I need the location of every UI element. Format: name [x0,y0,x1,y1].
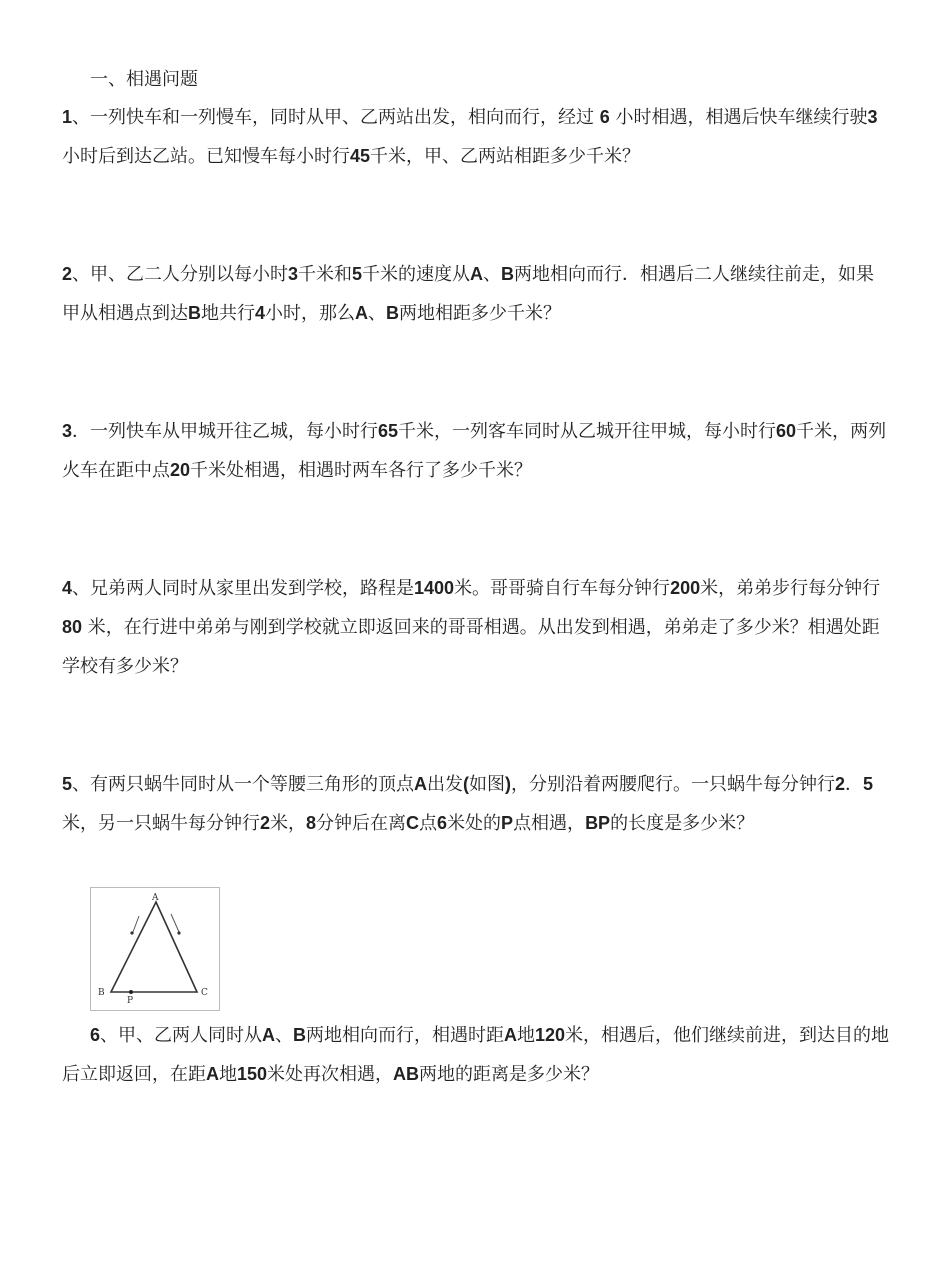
vertex-c-label: C [201,988,208,998]
problem-3: 3．一列快车从甲城开往乙城，每小时行65千米，一列客车同时从乙城开往甲城，每小时行60千米，两列火车在距中点20千米处相遇，相遇时两车各行了多少千米？ [62,421,887,481]
problem-1: 1、一列快车和一列慢车，同时从甲、乙两站出发，相向而行，经过 6 小时相遇，相遇后快车继续行驶3小时后到达乙站。已知慢车每小时行45千米，甲、乙两站相距多少千米？ [62,107,878,167]
problem-number: 1 [62,107,73,127]
bold-value: 120 [535,1025,566,1045]
problem-6: 6、甲、乙两人同时从A、B两地相向而行，相遇时距A地120米，相遇后，他们继续前进，到达目的地后立即返回，在距A地150米处再次相遇，AB两地的距离是多少米？ [62,1025,890,1085]
bold-value: B [386,303,400,323]
bold-value: 60 [776,421,797,441]
bold-value: A [206,1064,219,1084]
bold-value: 20 [170,460,191,480]
bold-value: B [293,1025,307,1045]
bold-value: P [501,813,514,833]
bold-value: 3 [867,107,878,127]
bold-value: A [414,774,428,794]
vertex-a-label: A [152,893,159,903]
bold-value: 6 [437,813,448,833]
bold-value: 6 [599,107,610,127]
point-p-marker [129,990,133,994]
bold-value: B [188,303,201,323]
bold-value: 2 [835,774,846,794]
bold-value: 5 [863,774,874,794]
triangle-diagram [91,888,219,1010]
bold-value: BP [585,813,611,833]
bold-value: 3 [288,264,299,284]
problem-number: 3 [62,421,73,441]
left-arrow-head [130,931,133,934]
left-arrow-icon [133,916,139,932]
right-arrow-head [177,931,180,934]
bold-value: 4 [255,303,266,323]
bold-value: 200 [670,578,701,598]
problem-5: 5、有两只蜗牛同时从一个等腰三角形的顶点A出发(如图)，分别沿着两腰爬行。一只蜗牛每分钟行2．5米，另一只蜗牛每分钟行2米，8分钟后在离C点6米处的P点相遇，BP的长度是多少米？ [62,774,874,834]
bold-value: B [501,264,515,284]
isosceles-triangle [111,902,197,992]
bold-value: 150 [237,1064,268,1084]
bold-value: 2 [260,813,271,833]
problem-number: 5 [62,774,73,794]
problem-2: 2、甲、乙二人分别以每小时3千米和5千米的速度从A、B两地相向而行．相遇后二人继续往前走，如果甲从相遇点到达B地共行4小时，那么A、B两地相距多少千米？ [62,264,875,324]
bold-value: ) [505,774,512,794]
problem-number: 4 [62,578,73,598]
bold-value: A [262,1025,276,1045]
problem-number: 6 [90,1025,101,1045]
triangle-figure [90,887,220,1011]
section-heading: 一、相遇问题 [90,69,198,90]
vertex-b-label: B [98,988,105,998]
bold-value: 1400 [414,578,455,598]
problem-4: 4、兄弟两人同时从家里出发到学校，路程是1400米。哥哥骑自行车每分钟行200米，弟弟步行每分钟行 80 米，在行进中弟弟与刚到学校就立即返回来的哥哥相遇。从出发到相遇，弟弟走了多少米？相遇处距学校有多少米？ [62,578,881,677]
bold-value: 8 [306,813,317,833]
bold-value: C [406,813,420,833]
bold-value: 45 [350,146,371,166]
bold-value: 5 [352,264,363,284]
bold-value: AB [393,1064,420,1084]
bold-value: ( [463,774,470,794]
point-p-label: P [127,996,134,1006]
bold-value: A [470,264,484,284]
right-arrow-icon [171,914,179,932]
bold-value: A [355,303,369,323]
bold-value: 80 [62,617,83,637]
bold-value: 65 [378,421,399,441]
bold-value: A [504,1025,518,1045]
problem-number: 2 [62,264,73,284]
